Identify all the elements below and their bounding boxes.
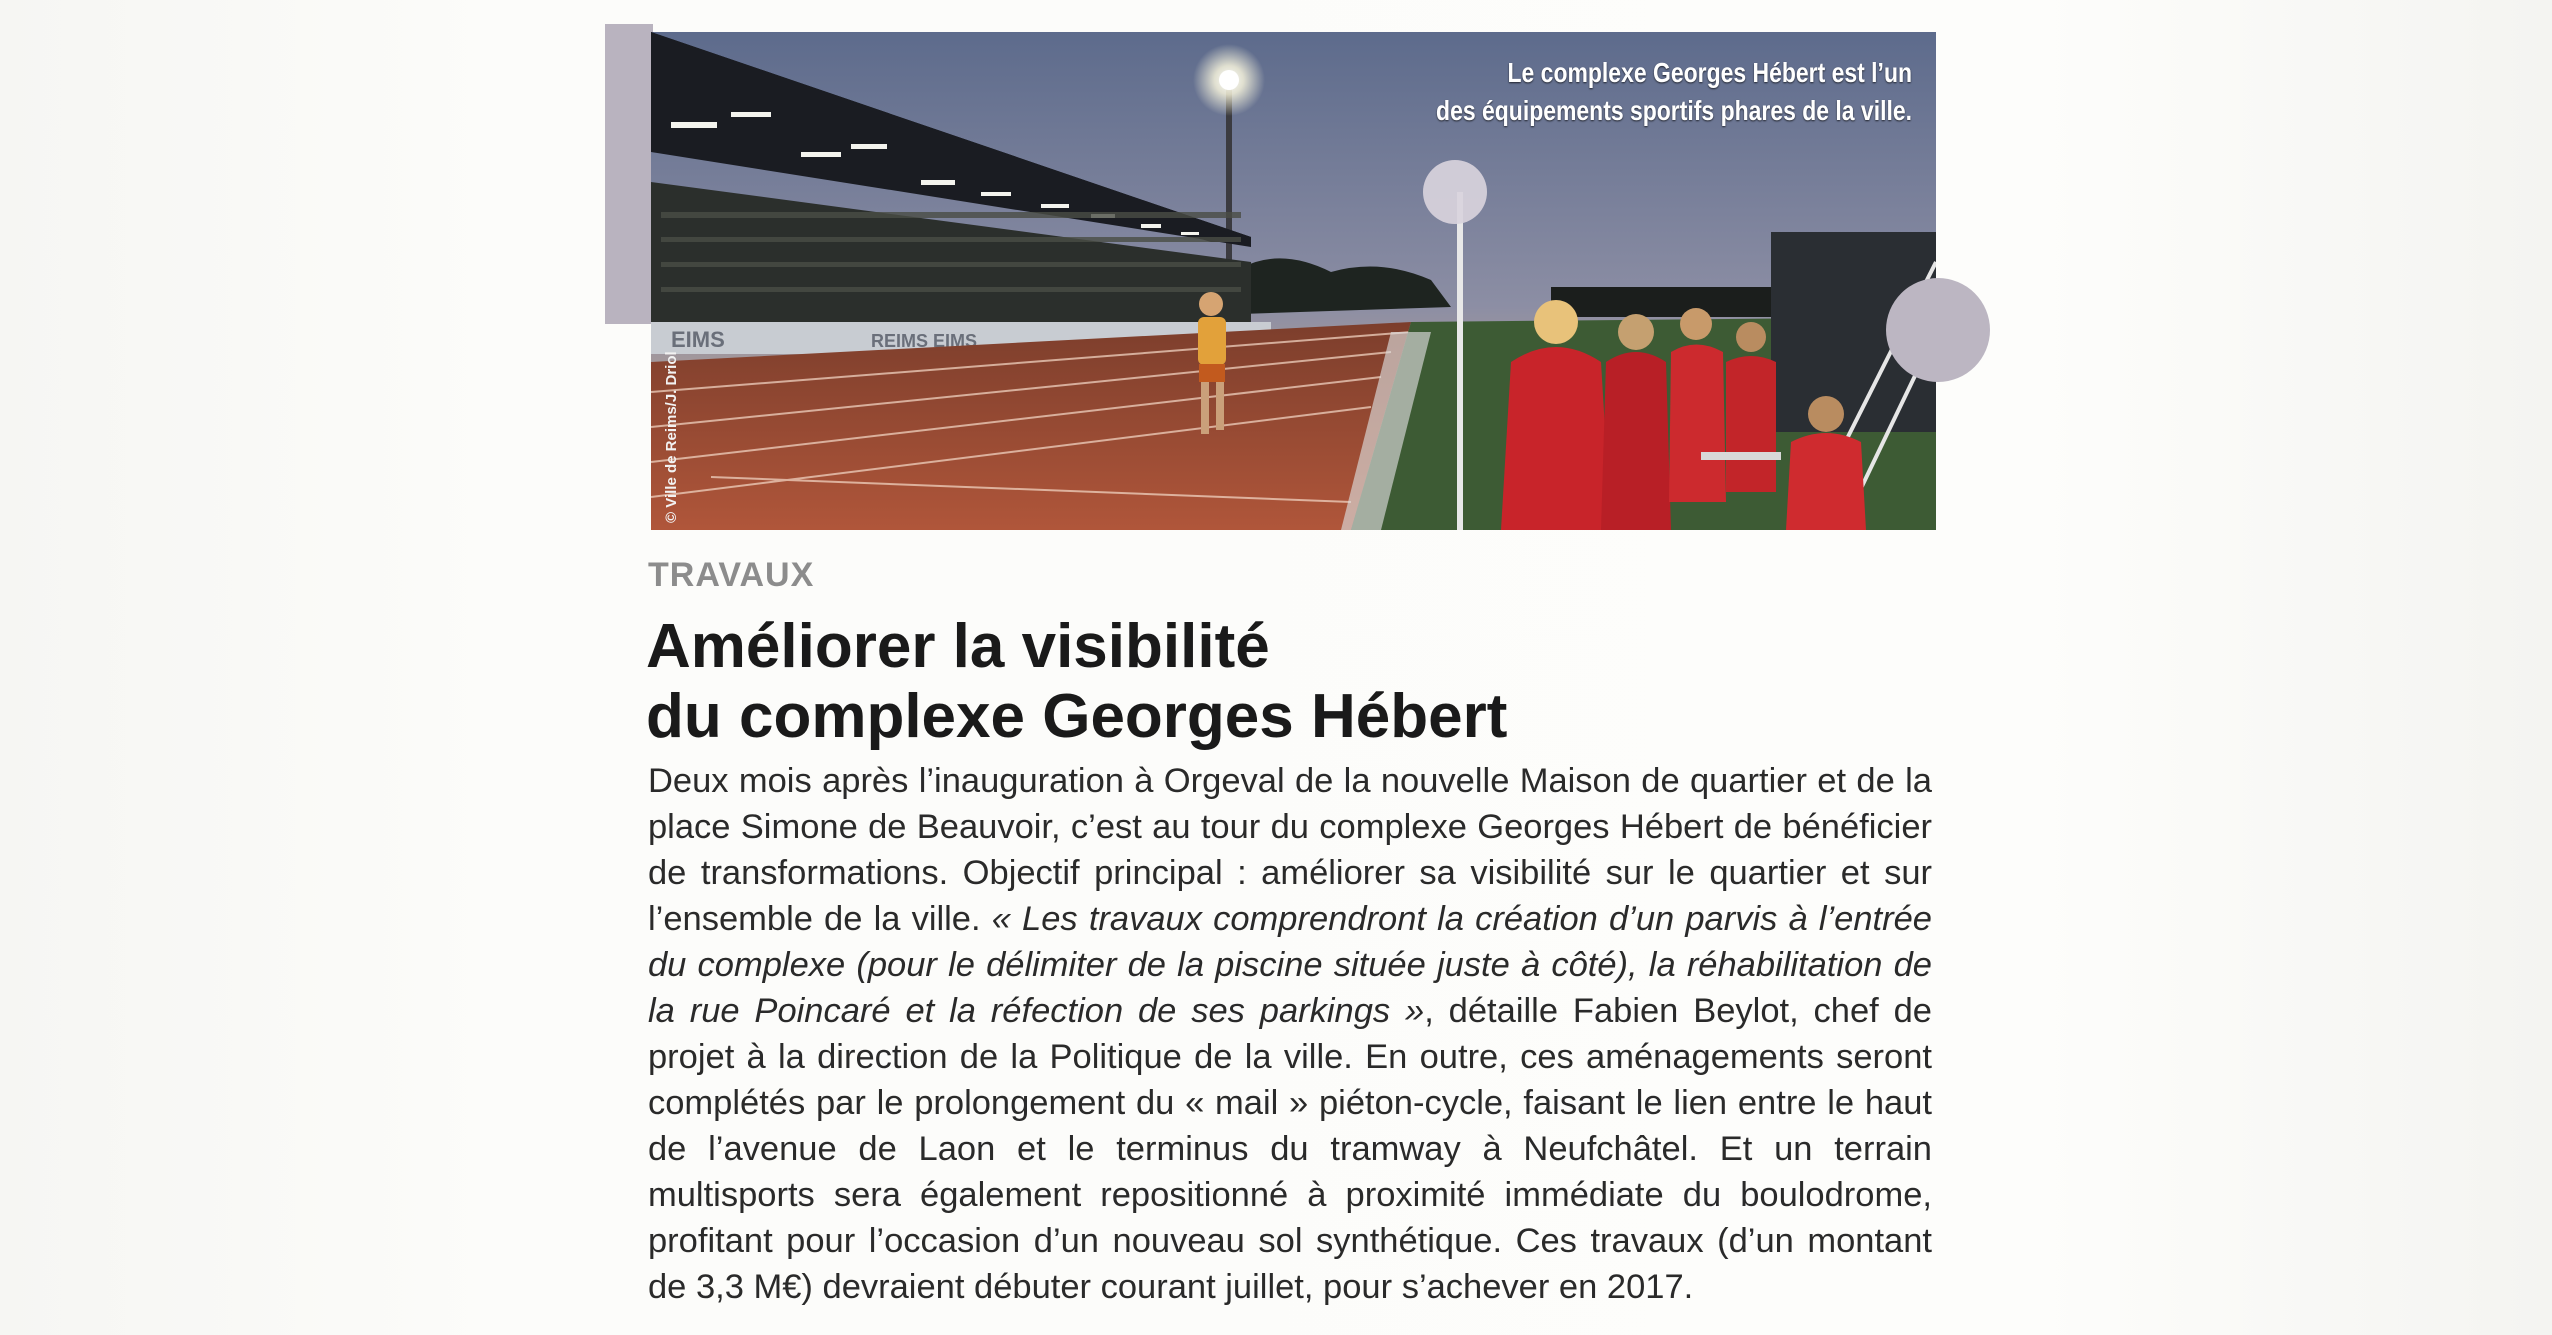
banner-text-1: EIMS [671,327,725,352]
body-text-continued: , détaille Fabien Beylot, chef de projet à la direction de la Politique de la ville. En outre, ces aménagements seront complétés par le prolongement du « mail » piéton-cycle, faisant le lien entre le haut de l’avenue de Laon et le terminus du tramway à Neufchâtel. Et un terrain multisports sera également repositionné à proximité immédiate du boulodrome, profitant pour l’occasion d’un nouveau sol synthétique. Ces travaux (d’un montant de 3,3 M€) devraient débuter courant juillet, pour s’achever en 2017. [648,992,1932,1306]
body-quote: « Les travaux comprendront la création d’un parvis à l’entrée du complexe (pour le délimiter de la piscine située juste à côté), la réhabilitation de la rue Poincaré et la réfection de ses parkings » [648,900,1932,1030]
photo-caption-line-2: des équipements sportifs phares de la ville. [1436,95,1912,126]
article-photo-block [605,24,1935,530]
decorative-circle-small [1423,160,1487,224]
banner-text-2: REIMS EIMS [871,331,978,351]
section-rubric: TRAVAUX [648,556,815,594]
article-headline [646,612,1946,752]
decorative-circle-large [1886,278,1990,382]
photo-caption-line-1: Le complexe Georges Hébert est l’un [1507,57,1912,88]
decorative-purple-tab [605,24,653,324]
photo-caption [1404,54,1912,130]
photo-credit: © Ville de Reims/J. Driol [663,351,680,523]
stadium-photo [651,32,1936,530]
article-body [648,758,1932,1310]
headline-line-1: Améliorer la visibilité [646,612,1270,681]
body-text-intro: Deux mois après l’inauguration à Orgeval de la nouvelle Maison de quartier et de la place Simone de Beauvoir, c’est au tour du complexe Georges Hébert de bénéficier de transformations. Objectif principal : améliorer sa visibilité sur le quartier et sur l’ensemble de la ville. [648,762,1932,938]
headline-line-2: du complexe Georges Hébert [646,682,1508,751]
